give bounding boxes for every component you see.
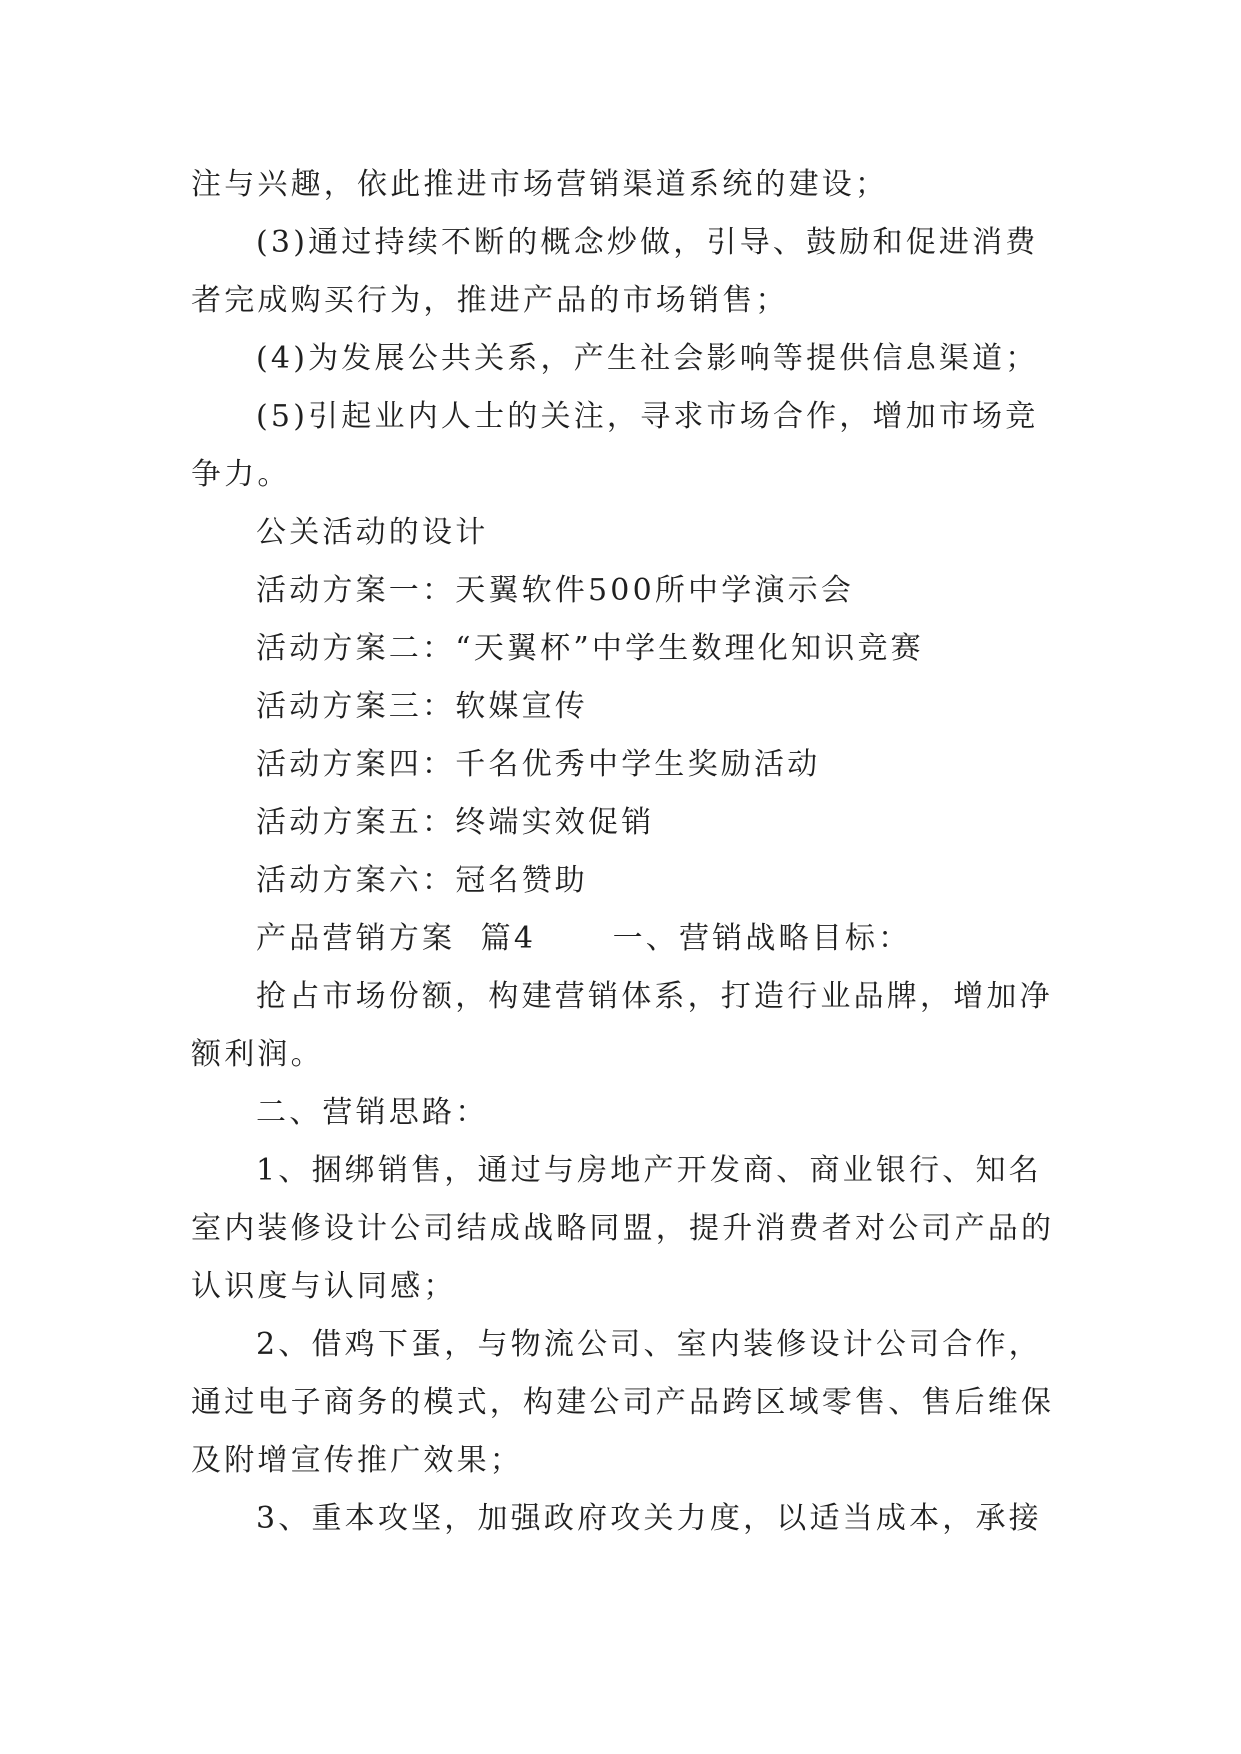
- text-line: 活动方案三：软媒宣传: [256, 689, 588, 724]
- text-line: 3、重本攻坚，加强政府攻关力度，以适当成本，承接: [256, 1501, 1042, 1536]
- text-line: 2、借鸡下蛋，与物流公司、室内装修设计公司合作，: [256, 1327, 1042, 1362]
- text-line: 活动方案二：“天翼杯”中学生数理化知识竞赛: [256, 631, 924, 666]
- text-line: 认识度与认同感；: [191, 1269, 457, 1304]
- section-heading: 二、营销思路：: [256, 1095, 489, 1130]
- text-line: (3)通过持续不断的概念炒做，引导、鼓励和促进消费: [256, 225, 1039, 260]
- text-line: 1、捆绑销售，通过与房地产开发商、商业银行、知名: [256, 1153, 1042, 1188]
- text-line: (5)引起业内人士的关注，寻求市场合作，增加市场竞: [256, 399, 1039, 434]
- text-line: 活动方案一：天翼软件500所中学演示会: [256, 573, 855, 608]
- text-line: 抢占市场份额，构建营销体系，打造行业品牌，增加净: [256, 979, 1053, 1014]
- section-heading: 公关活动的设计: [256, 515, 489, 550]
- text-line: 注与兴趣，依此推进市场营销渠道系统的建设；: [191, 167, 889, 202]
- text-line: 活动方案四：千名优秀中学生奖励活动: [256, 747, 821, 782]
- text-line: 活动方案六：冠名赞助: [256, 863, 588, 898]
- text-line: 额利润。: [191, 1037, 324, 1072]
- text-line: 活动方案五：终端实效促销: [256, 805, 655, 840]
- text-line: 及附增宣传推广效果；: [191, 1443, 523, 1478]
- text-line: 争力。: [191, 457, 291, 492]
- text-line: (4)为发展公共关系，产生社会影响等提供信息渠道；: [256, 341, 1039, 376]
- text-line: 室内装修设计公司结成战略同盟，提升消费者对公司产品的: [191, 1211, 1055, 1246]
- text-line: 者完成购买行为，推进产品的市场销售；: [191, 283, 789, 318]
- text-line: 通过电子商务的模式，构建公司产品跨区域零售、售后维保: [191, 1385, 1055, 1420]
- section-heading: 产品营销方案 篇4 一、营销战略目标：: [256, 921, 912, 956]
